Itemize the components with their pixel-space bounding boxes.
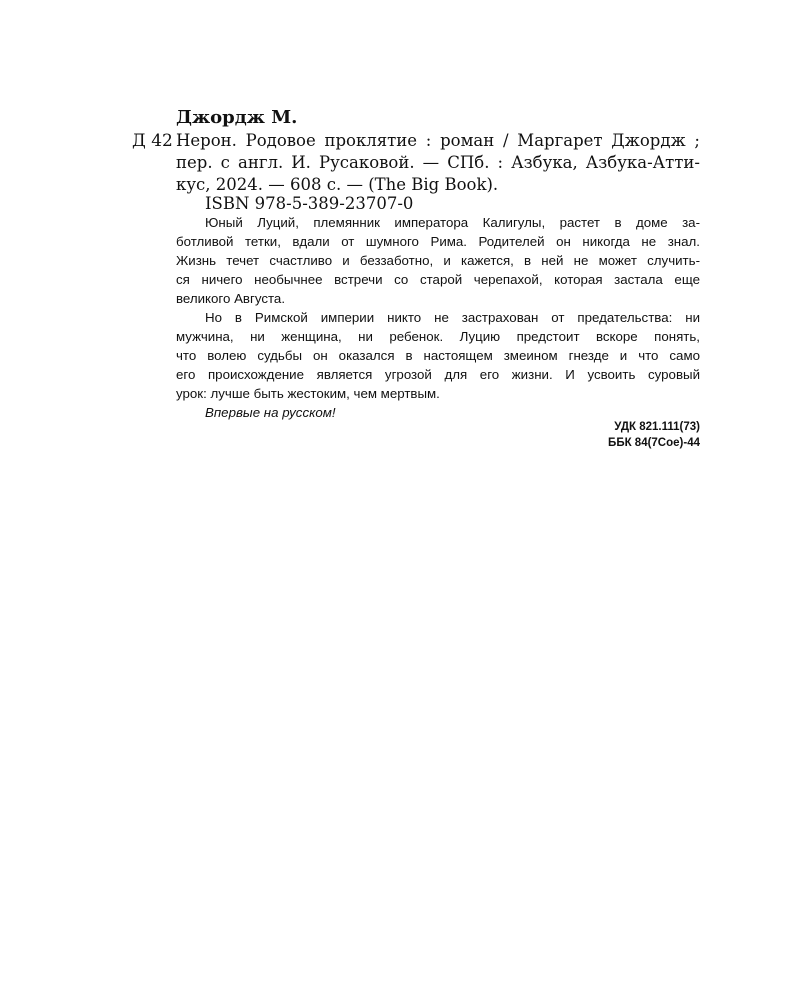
annotation-line: урок: лучше быть жестоким, чем мертвым. [176,386,440,401]
annotation-line: его происхождение является угрозой для его жизни. И усвоить суровый [176,367,700,382]
bibliographic-line: пер. с англ. И. Русаковой. — СПб. : Азбука, Азбука-Атти- [176,153,700,172]
annotation-line: мужчина, ни женщина, ни ребенок. Луцию предстоит вскоре понять, [176,329,700,344]
annotation-line: Юный Луций, племянник императора Калигулы, растет в доме за- [205,215,700,230]
shelfmark: Д 42 [132,131,173,151]
udk-code: УДК 821.111(73) [614,421,700,433]
annotation-line: ся ничего необычнее встречи со старой черепахой, которая застала еще [176,272,700,287]
bbk-code: ББК 84(7Сое)-44 [608,437,700,449]
annotation-line: великого Августа. [176,291,286,306]
annotation-line: Но в Римской империи никто не застрахован от предательства: ни [205,310,700,325]
author-heading: Джордж М. [176,107,298,128]
bibliographic-line: Нерон. Родовое проклятие : роман / Маргарет Джордж ; [176,131,700,150]
annotation-line: ботливой тетки, вдали от шумного Рима. Родителей он никогда не знал. [176,234,700,249]
bibliographic-line: кус, 2024. — 608 с. — (The Big Book). [176,175,499,194]
first-edition-note: Впервые на русском! [205,405,336,420]
annotation-line: Жизнь течет счастливо и беззаботно, и кажется, в ней не может случить- [176,253,700,268]
isbn: ISBN 978-5-389-23707-0 [205,194,414,213]
annotation-line: что волею судьбы он оказался в настоящем змеином гнезде и что само [176,348,700,363]
